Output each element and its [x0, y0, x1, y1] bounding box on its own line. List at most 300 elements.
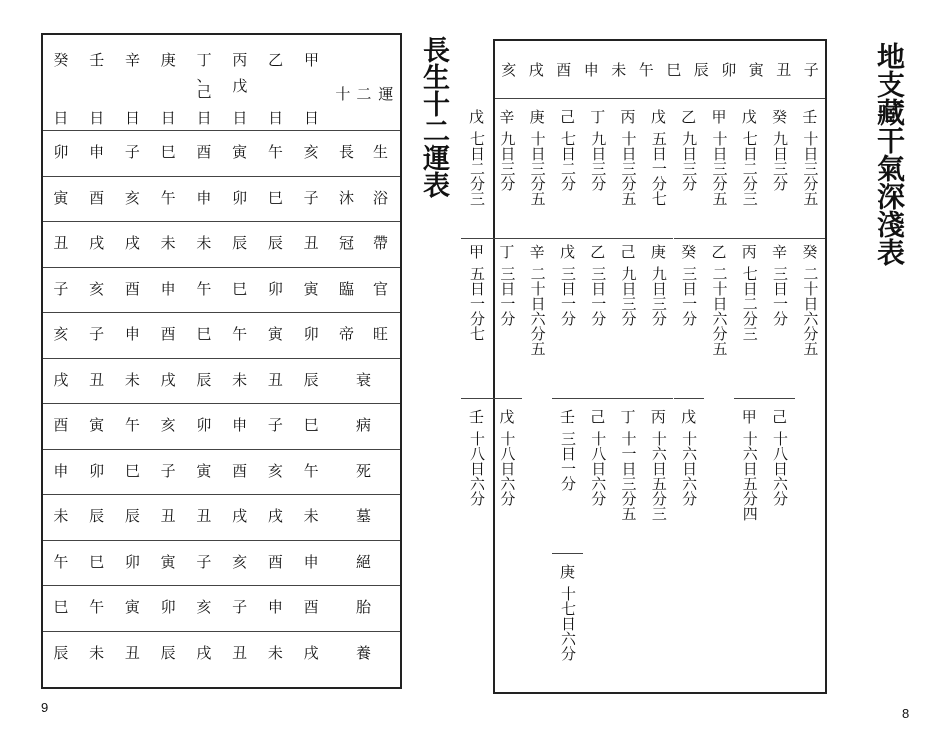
stage-name-cell — [329, 358, 400, 404]
branch-cell: 寅 — [232, 143, 248, 162]
stem-header-char: 日 — [53, 109, 69, 127]
stage-name-header-char: 十 — [335, 85, 351, 103]
stem-header-char: 、 — [196, 67, 212, 85]
branch-cell: 午 — [196, 279, 212, 298]
branch-cell: 寅 — [267, 325, 283, 344]
branch-cell: 午 — [232, 325, 248, 344]
branch-cell: 寅 — [160, 552, 176, 571]
stem-header-char: 日 — [196, 109, 212, 127]
hidden-stem-duration: 二十日六分五 — [710, 266, 729, 356]
stage-name-char: 死 — [355, 461, 371, 480]
hidden-stem: 癸 — [772, 108, 788, 126]
branch-cell: 卯 — [232, 188, 248, 207]
hidden-stem-duration: 九日三分 — [619, 266, 638, 326]
stem-header-char: 癸 — [53, 51, 69, 69]
hidden-stem-entry — [492, 243, 522, 326]
branch-cell: 卯 — [160, 598, 176, 617]
branch-cell: 酉 — [124, 279, 140, 298]
hidden-stem: 辛 — [529, 243, 545, 261]
branch-cell: 卯 — [124, 552, 140, 571]
branch-cell: 亥 — [196, 598, 212, 617]
hidden-stem-entry — [613, 243, 643, 326]
branch-cell: 子 — [267, 416, 283, 435]
branch-cell: 午 — [303, 461, 319, 480]
hidden-stem-duration: 十八日六分 — [498, 431, 517, 506]
hidden-stem-duration: 十日三分五 — [710, 131, 729, 206]
hidden-stem-entry — [764, 108, 794, 191]
hidden-stem-duration: 二十日六分五 — [801, 266, 820, 356]
branch-cell: 辰 — [53, 643, 69, 662]
branch-header-row — [495, 41, 825, 99]
hidden-stems-table — [468, 39, 827, 694]
branch-cell: 午 — [160, 188, 176, 207]
branch-cell: 酉 — [53, 416, 69, 435]
stage-name-header — [329, 35, 400, 130]
hidden-stem-entry — [461, 108, 491, 206]
stage-name-char: 臨 — [339, 279, 355, 298]
branch-cell: 午 — [53, 552, 69, 571]
hidden-stem: 戊 — [741, 108, 757, 126]
hidden-stem: 戊 — [650, 108, 666, 126]
stem-header-cell — [294, 35, 330, 130]
branch-cell: 戌 — [303, 643, 319, 662]
entry-separator — [734, 398, 764, 399]
hidden-stem: 辛 — [499, 108, 515, 126]
branch-header-cell: 巳 — [666, 61, 682, 79]
stage-name-header-char: 運 — [378, 85, 394, 103]
hidden-stem-duration: 十日三分五 — [801, 131, 820, 206]
stage-name-cell — [329, 403, 400, 449]
branch-cell: 申 — [232, 416, 248, 435]
stage-name-char: 帝 — [339, 325, 355, 344]
branch-cell: 酉 — [232, 461, 248, 480]
stem-header-cell — [115, 35, 151, 130]
branch-cell: 戌 — [89, 234, 105, 253]
stem-header-char: 庚 — [160, 51, 176, 69]
branch-cell: 卯 — [267, 279, 283, 298]
branch-cell: 辰 — [160, 643, 176, 662]
branch-cell: 辰 — [303, 370, 319, 389]
hidden-stem-duration: 十八日六分 — [589, 431, 608, 506]
table-row — [43, 176, 400, 223]
hidden-stem-entry — [674, 243, 704, 326]
hidden-stem-duration: 七日二分三 — [740, 131, 759, 206]
branch-cell: 寅 — [53, 188, 69, 207]
branch-header-cell: 未 — [611, 61, 627, 79]
stage-name-cell — [329, 449, 400, 495]
hidden-stem: 己 — [772, 408, 788, 426]
entry-separator — [674, 398, 704, 399]
hidden-stem-entry — [522, 243, 552, 356]
table-row — [43, 267, 400, 314]
stem-header-char: 丁 — [196, 51, 212, 69]
hidden-stem: 戊 — [559, 243, 575, 261]
right-page-number: 8 — [902, 706, 910, 721]
entry-separator — [674, 238, 704, 239]
branch-cell: 丑 — [303, 234, 319, 253]
hidden-stem: 壬 — [559, 408, 575, 426]
table-row — [43, 585, 400, 632]
stem-header-char: 辛 — [124, 51, 140, 69]
left-page — [0, 0, 465, 736]
branch-cell: 戌 — [232, 507, 248, 526]
entry-separator — [643, 238, 673, 239]
branch-cell: 子 — [124, 143, 140, 162]
branch-cell: 未 — [196, 234, 212, 253]
hidden-stem: 乙 — [711, 243, 727, 261]
hidden-stem-duration: 九日三分 — [589, 131, 608, 191]
right-page-title: 地支藏干氣深淺表 — [873, 42, 906, 266]
stage-name-char: 冠 — [339, 234, 355, 253]
branch-header-cell: 丑 — [776, 61, 792, 79]
hidden-stem-duration: 十八日六分 — [771, 431, 790, 506]
branch-cell: 未 — [160, 234, 176, 253]
hidden-stem-entry — [674, 108, 704, 191]
table-row — [43, 631, 400, 677]
branch-cell: 亥 — [232, 552, 248, 571]
stage-name-char: 浴 — [372, 188, 388, 207]
branch-cell: 巳 — [303, 416, 319, 435]
hidden-stem-entry — [552, 563, 582, 661]
entry-separator — [552, 553, 582, 554]
stage-name-char: 胎 — [355, 598, 371, 617]
entry-separator — [492, 398, 522, 399]
table-row — [43, 540, 400, 587]
branch-cell: 卯 — [89, 461, 105, 480]
stem-header-char: 丙 — [232, 51, 248, 69]
branch-cell: 丑 — [196, 507, 212, 526]
table-row — [43, 312, 400, 359]
hidden-stem: 戊 — [499, 408, 515, 426]
table-row — [43, 358, 400, 405]
hidden-stem-entry — [461, 408, 491, 506]
stem-header-char: 戊 — [232, 77, 248, 95]
stem-header-cell — [186, 35, 222, 130]
hidden-stem-duration: 十七日六分 — [558, 586, 577, 661]
hidden-stem-duration: 三日一分 — [558, 431, 577, 491]
branch-header-cell: 寅 — [748, 61, 764, 79]
entry-separator — [764, 238, 794, 239]
branch-header-cell: 申 — [583, 61, 599, 79]
hidden-stem-duration: 九日三分 — [498, 131, 517, 191]
branch-cell: 午 — [89, 598, 105, 617]
table-row — [43, 403, 400, 450]
branch-cell: 未 — [267, 643, 283, 662]
branch-cell: 亥 — [124, 188, 140, 207]
branch-cell: 戌 — [124, 234, 140, 253]
entry-separator — [613, 238, 643, 239]
hidden-stem-duration: 十六日六分 — [680, 431, 699, 506]
hidden-stem: 戊 — [469, 108, 485, 126]
branch-cell: 申 — [267, 598, 283, 617]
hidden-stem-entry — [552, 243, 582, 326]
hidden-stem-entry — [795, 108, 825, 206]
hidden-stem-entry — [583, 243, 613, 326]
branch-cell: 午 — [267, 143, 283, 162]
hidden-stem: 己 — [620, 243, 636, 261]
branch-cell: 丑 — [160, 507, 176, 526]
entry-separator — [734, 238, 764, 239]
branch-cell: 申 — [89, 143, 105, 162]
stage-name-cell — [329, 130, 400, 176]
branch-header-cell: 辰 — [693, 61, 709, 79]
hidden-stem: 己 — [559, 108, 575, 126]
stage-name-char: 墓 — [355, 507, 371, 526]
hidden-stem-duration: 三日一分 — [498, 266, 517, 326]
hidden-stem-duration: 九日三分 — [649, 266, 668, 326]
stem-header-cell — [258, 35, 294, 130]
hidden-stem-duration: 三日一分 — [680, 266, 699, 326]
table-row — [43, 221, 400, 268]
right-page — [465, 0, 931, 736]
hidden-stem: 丁 — [499, 243, 515, 261]
branch-cell: 酉 — [303, 598, 319, 617]
branch-cell: 戌 — [53, 370, 69, 389]
branch-cell: 巳 — [267, 188, 283, 207]
branch-cell: 子 — [303, 188, 319, 207]
entry-separator — [643, 398, 673, 399]
branch-cell: 申 — [303, 552, 319, 571]
stem-header-cell — [222, 35, 258, 130]
hidden-stem: 壬 — [469, 408, 485, 426]
hidden-stem-entry — [734, 243, 764, 341]
hidden-stem-entry — [704, 243, 734, 356]
stage-name-char: 生 — [372, 143, 388, 162]
branch-cell: 亥 — [267, 461, 283, 480]
branch-cell: 午 — [124, 416, 140, 435]
hidden-stem: 甲 — [741, 408, 757, 426]
stage-name-cell — [329, 267, 400, 313]
hidden-stem: 丙 — [741, 243, 757, 261]
hidden-stem-duration: 十一日三分五 — [619, 431, 638, 521]
branch-cell: 子 — [160, 461, 176, 480]
branch-cell: 亥 — [89, 279, 105, 298]
hidden-stem-entry — [552, 408, 582, 491]
stage-name-char: 官 — [372, 279, 388, 298]
table-row — [43, 494, 400, 541]
branch-cell: 子 — [53, 279, 69, 298]
branch-header-cell: 午 — [638, 61, 654, 79]
hidden-stem-entry — [764, 408, 794, 506]
stage-name-char: 沐 — [339, 188, 355, 207]
branch-cell: 丑 — [232, 643, 248, 662]
stem-header-char: 日 — [232, 109, 248, 127]
hidden-stem-entry — [764, 243, 794, 326]
hidden-stem-duration: 七日二分 — [558, 131, 577, 191]
branch-cell: 丑 — [267, 370, 283, 389]
entry-separator — [613, 398, 643, 399]
hidden-stem-duration: 十日三分五 — [619, 131, 638, 206]
stem-header-cell — [79, 35, 115, 130]
hidden-stem-entry — [674, 408, 704, 506]
hidden-stem: 丙 — [620, 108, 636, 126]
stage-name-char: 病 — [355, 416, 371, 435]
table-row — [43, 130, 400, 177]
stem-header-char: 日 — [124, 109, 140, 127]
hidden-stem: 甲 — [469, 243, 485, 261]
branch-cell: 卯 — [196, 416, 212, 435]
left-page-number: 9 — [41, 700, 49, 715]
left-page-title: 長生十二運表 — [418, 36, 449, 198]
branch-cell: 酉 — [160, 325, 176, 344]
branch-cell: 申 — [53, 461, 69, 480]
entry-separator — [461, 398, 491, 399]
stem-header-char: 甲 — [303, 51, 319, 69]
entry-separator — [704, 238, 734, 239]
hidden-stem-duration: 十日三分五 — [528, 131, 547, 206]
hidden-stem: 辛 — [772, 243, 788, 261]
hidden-stem: 己 — [590, 408, 606, 426]
stage-name-char: 旺 — [372, 325, 388, 344]
hidden-stem: 甲 — [711, 108, 727, 126]
branch-cell: 巳 — [53, 598, 69, 617]
branch-cell: 戌 — [196, 643, 212, 662]
hidden-stem-duration: 五日一分七 — [649, 131, 668, 206]
hidden-stem-entry — [704, 108, 734, 206]
branch-cell: 寅 — [124, 598, 140, 617]
branch-cell: 丑 — [124, 643, 140, 662]
branch-cell: 寅 — [196, 461, 212, 480]
hidden-stem: 癸 — [802, 243, 818, 261]
entry-separator — [583, 238, 613, 239]
branch-cell: 酉 — [267, 552, 283, 571]
hidden-stem-entry — [613, 408, 643, 521]
stem-header-char: 乙 — [268, 51, 284, 69]
stage-name-cell — [329, 540, 400, 586]
branch-cell: 未 — [89, 643, 105, 662]
branch-cell: 巳 — [124, 461, 140, 480]
hidden-stem: 庚 — [650, 243, 666, 261]
hidden-stem: 丁 — [620, 408, 636, 426]
branch-cell: 申 — [124, 325, 140, 344]
branch-cell: 寅 — [303, 279, 319, 298]
hidden-stem-entry — [734, 108, 764, 206]
entry-separator — [522, 238, 552, 239]
branch-cell: 未 — [303, 507, 319, 526]
branch-cell: 酉 — [196, 143, 212, 162]
branch-cell: 未 — [124, 370, 140, 389]
stage-name-char: 長 — [339, 143, 355, 162]
entry-separator — [492, 238, 522, 239]
hidden-stem-duration: 五日一分七 — [468, 266, 487, 341]
stage-name-cell — [329, 494, 400, 540]
hidden-stem-entry — [613, 108, 643, 206]
hidden-stem-entry — [583, 408, 613, 506]
hidden-stem-entry — [643, 108, 673, 206]
branch-cell: 卯 — [303, 325, 319, 344]
branch-cell: 亥 — [53, 325, 69, 344]
stem-header-cell — [150, 35, 186, 130]
branch-cell: 辰 — [89, 507, 105, 526]
branch-cell: 子 — [89, 325, 105, 344]
hidden-stem-duration: 七日二分三 — [740, 266, 759, 341]
stem-header-char: 日 — [89, 109, 105, 127]
stage-name-char: 絕 — [355, 552, 371, 571]
stage-name-cell — [329, 585, 400, 631]
hidden-stem: 庚 — [559, 563, 575, 581]
hidden-stem-duration: 九日三分 — [680, 131, 699, 191]
stem-header-char: 壬 — [89, 51, 105, 69]
stem-header-cell — [43, 35, 79, 130]
hidden-stem-duration: 三日一分 — [589, 266, 608, 326]
branch-cell: 酉 — [89, 188, 105, 207]
entry-separator — [795, 238, 825, 239]
branch-cell: 未 — [232, 370, 248, 389]
branch-cell: 子 — [196, 552, 212, 571]
branch-header-cell: 子 — [803, 61, 819, 79]
hidden-stem: 乙 — [590, 243, 606, 261]
branch-cell: 辰 — [124, 507, 140, 526]
branch-header-cell: 酉 — [556, 61, 572, 79]
branch-header-cell: 卯 — [721, 61, 737, 79]
entry-separator — [764, 398, 794, 399]
stage-name-char: 帶 — [372, 234, 388, 253]
hidden-stem-duration: 三日一分 — [771, 266, 790, 326]
branch-cell: 寅 — [89, 416, 105, 435]
branch-cell: 巳 — [89, 552, 105, 571]
hidden-stem-entry — [643, 408, 673, 521]
stage-name-header-char: 二 — [356, 85, 372, 103]
branch-cell: 未 — [53, 507, 69, 526]
branch-cell: 亥 — [303, 143, 319, 162]
hidden-stem-entry — [734, 408, 764, 521]
branch-cell: 巳 — [160, 143, 176, 162]
stage-name-cell — [329, 312, 400, 358]
branch-cell: 亥 — [160, 416, 176, 435]
branch-cell: 巳 — [196, 325, 212, 344]
hidden-stem-entry — [492, 408, 522, 506]
branch-cell: 丑 — [53, 234, 69, 253]
entry-separator — [552, 238, 582, 239]
hidden-stem-duration: 七日二分三 — [468, 131, 487, 206]
branch-cell: 卯 — [53, 143, 69, 162]
stem-header-char: 日 — [160, 109, 176, 127]
hidden-stem-entry — [795, 243, 825, 356]
branch-cell: 戌 — [160, 370, 176, 389]
branch-cell: 申 — [196, 188, 212, 207]
stage-name-char: 養 — [355, 643, 371, 662]
hidden-stem: 丁 — [590, 108, 606, 126]
hidden-stem-entry — [522, 108, 552, 206]
stage-name-cell — [329, 221, 400, 267]
hidden-stem: 庚 — [529, 108, 545, 126]
branch-cell: 巳 — [232, 279, 248, 298]
branch-cell: 丑 — [89, 370, 105, 389]
stem-header-char: 日 — [268, 109, 284, 127]
entry-separator — [583, 398, 613, 399]
branch-cell: 辰 — [196, 370, 212, 389]
stage-name-cell — [329, 176, 400, 222]
hidden-stem-duration: 二十日六分五 — [528, 266, 547, 356]
stage-name-char: 衰 — [355, 370, 371, 389]
hidden-stem: 丙 — [650, 408, 666, 426]
hidden-stem-entry — [461, 243, 491, 341]
hidden-stem: 乙 — [681, 108, 697, 126]
table-row — [43, 449, 400, 496]
hidden-stem: 壬 — [802, 108, 818, 126]
hidden-stem-entry — [552, 108, 582, 191]
branch-cell: 申 — [160, 279, 176, 298]
hidden-stem-duration: 十八日六分 — [468, 431, 487, 506]
twelve-stages-table — [41, 33, 402, 689]
hidden-stem-duration: 十六日五分三 — [649, 431, 668, 521]
entry-separator — [461, 238, 491, 239]
hidden-stem-duration: 三日一分 — [558, 266, 577, 326]
stage-name-cell — [329, 631, 400, 677]
hidden-stem-duration: 十六日五分四 — [740, 431, 759, 521]
branch-cell: 子 — [232, 598, 248, 617]
branch-cell: 戌 — [267, 507, 283, 526]
